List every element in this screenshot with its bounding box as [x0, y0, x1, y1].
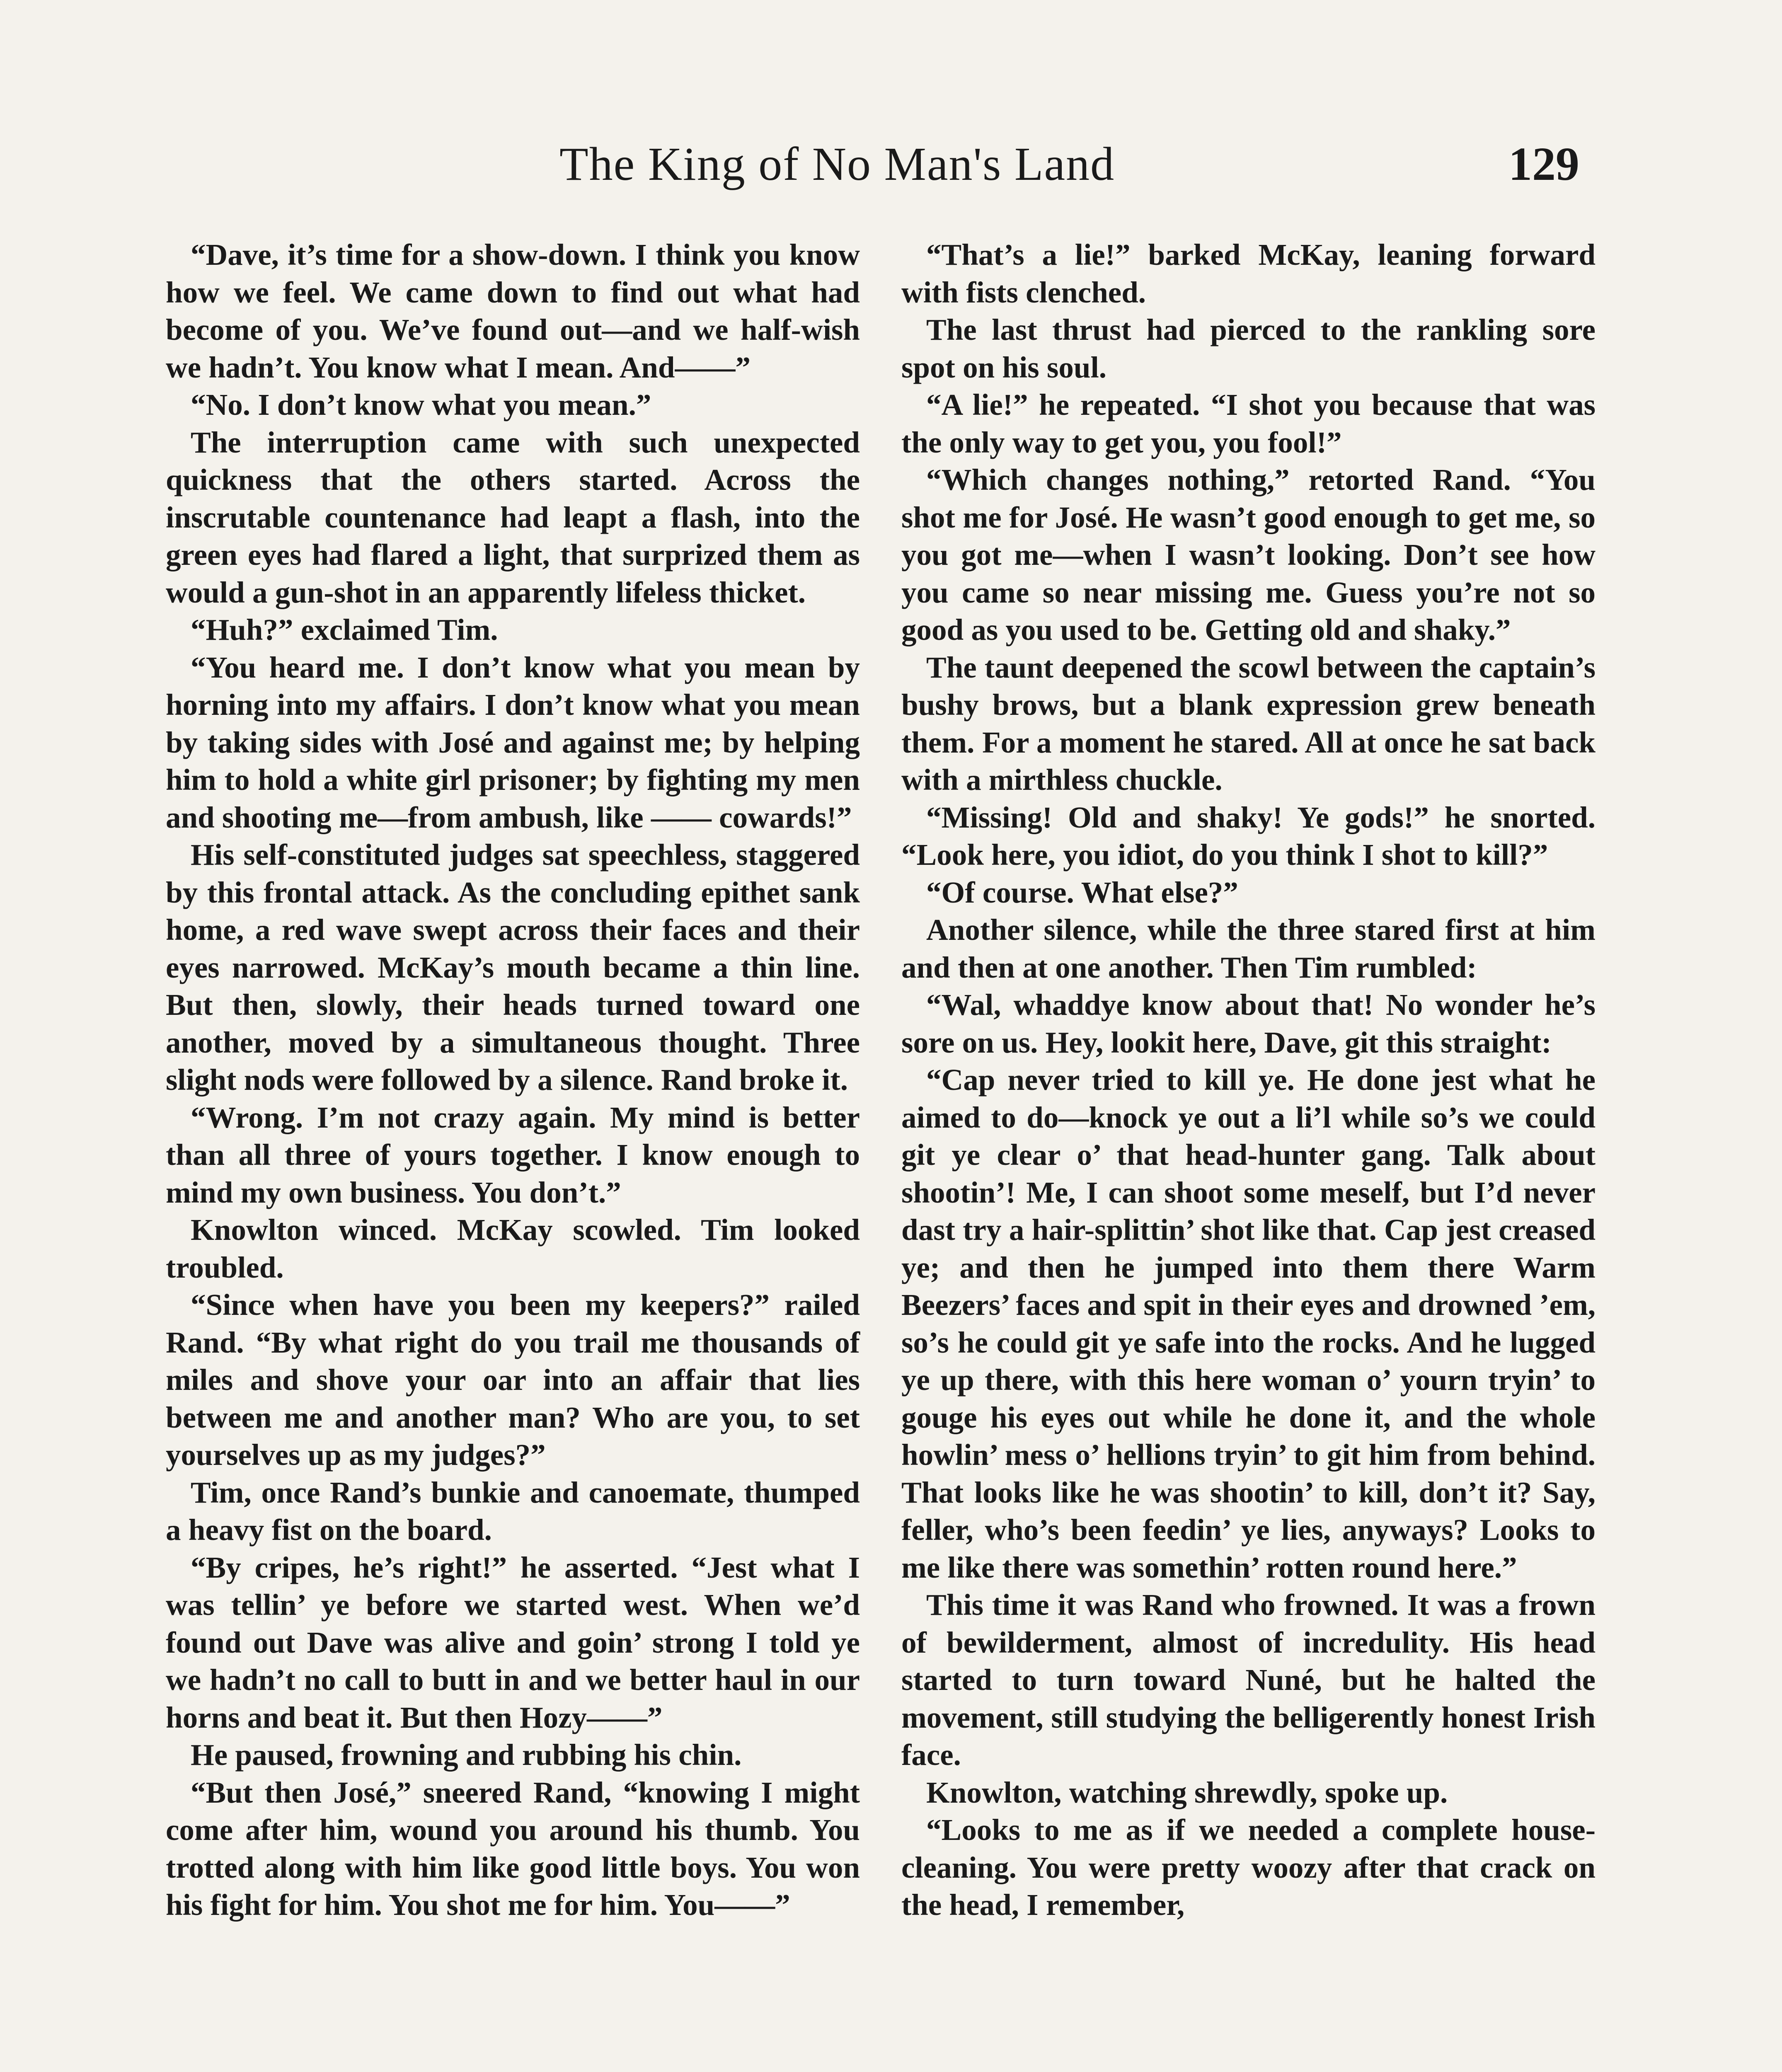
paragraph: “A lie!” he repeated. “I shot you because that was the only way to get you, you fool!”	[901, 388, 1596, 459]
paragraph: This time it was Rand who frowned. It was a frown of bewilderment, almost of incredulity. His head started to turn toward Nuné, but he halted the movement, still studying the belligerently honest Irish face.	[901, 1588, 1596, 1772]
paragraph: “Looks to me as if we needed a complete house-cleaning. You were pretty woozy after that crack on the head, I remember,	[901, 1813, 1596, 1922]
paragraph: The last thrust had pierced to the rankling sore spot on his soul.	[901, 313, 1596, 384]
paragraph: The taunt deepened the scowl between the captain’s bushy brows, but a blank expression grew beneath them. For a moment he stared. All at once he sat back with a mirthless chuckle.	[901, 650, 1596, 796]
paragraph: He paused, frowning and rubbing his chin.	[191, 1738, 742, 1772]
paragraph: Knowlton winced. McKay scowled. Tim looked troubled.	[166, 1213, 860, 1284]
paragraph: “Huh?” exclaimed Tim.	[191, 613, 498, 646]
right-column	[901, 236, 1596, 1924]
paragraph: “Which changes nothing,” retorted Rand. “You shot me for José. He wasn’t good enough to get me, so you got me—when I wasn’t looking. Don’t see how you came so near missing me. Guess you’re not so good as you used to be. Getting old and shaky.”	[901, 463, 1596, 646]
page-number: 129	[1508, 138, 1579, 190]
paragraph: “That’s a lie!” barked McKay, leaning forward with fists clenched.	[901, 238, 1596, 309]
paragraph: His self-constituted judges sat speechless, staggered by this frontal attack. As the concluding epithet sank home, a red wave swept across their faces and their eyes narrowed. McKay’s mouth became a thin line. But then, slowly, their heads turned toward one another, moved by a simultaneous thought. Three slight nods were followed by a silence. Rand broke it.	[166, 838, 860, 1097]
paragraph: “Of course. What else?”	[926, 875, 1238, 909]
paragraph: “Cap never tried to kill ye. He done jest what he aimed to do—knock ye out a li’l while so’s we could git ye clear o’ that head-hunter gang. Talk about shootin’! Me, I can shoot some meself, but I’d never dast try a hair-splittin’ shot like that. Cap jest creased ye; and then he jumped into them there Warm Beezers’ faces and spit in their eyes and drowned ’em, so’s he could git ye safe into the rocks. And he lugged ye up there, with this here woman o’ yourn tryin’ to gouge his eyes out while he done it, and the whole howlin’ mess o’ hellions tryin’ to git him from behind. That looks like he was shootin’ to kill, don’t it? Say, feller, who’s been feedin’ ye lies, anyways? Looks to me like there was somethin’ rotten round here.”	[901, 1063, 1596, 1584]
left-column	[166, 236, 860, 1924]
paragraph: Another silence, while the three stared first at him and then at one another. Then Tim rumbled:	[901, 913, 1596, 984]
paragraph: “Wrong. I’m not crazy again. My mind is better than all three of yours together. I know enough to mind my own business. You don’t.”	[166, 1100, 860, 1209]
paragraph: Tim, once Rand’s bunkie and canoemate, thumped a heavy fist on the board.	[166, 1475, 860, 1547]
paragraph: “No. I don’t know what you mean.”	[191, 388, 651, 421]
paragraph: “Since when have you been my keepers?” railed Rand. “By what right do you trail me thousands of miles and shove your oar into an affair that lies between me and another man? Who are you, to set yourselves up as my judges?”	[166, 1288, 860, 1472]
paragraph: “Wal, whaddye know about that! No wonder he’s sore on us. Hey, lookit here, Dave, git this straight:	[901, 988, 1596, 1059]
paragraph: “You heard me. I don’t know what you mean by horning into my affairs. I don’t know what you mean by taking sides with José and against me; by helping him to hold a white girl prisoner; by fighting my men and shooting me—from ambush, like —— cowards!”	[166, 650, 860, 834]
running-title: The King of No Man's Land	[559, 138, 1115, 190]
paragraph: The interruption came with such unexpected quickness that the others started. Across the inscrutable countenance had leapt a flash, into the green eyes had flared a light, that surprized them as would a gun-shot in an apparently lifeless thicket.	[166, 425, 860, 609]
page-header	[0, 137, 1782, 195]
paragraph: “Dave, it’s time for a show-down. I think you know how we feel. We came down to find out what had become of you. We’ve found out—and we half-wish we hadn’t. You know what I mean. And——”	[166, 238, 860, 384]
paragraph: “But then José,” sneered Rand, “knowing I might come after him, wound you around his thumb. You trotted along with him like good little boys. You won his fight for him. You shot me for him. You——”	[166, 1775, 860, 1922]
paragraph: “Missing! Old and shaky! Ye gods!” he snorted. “Look here, you idiot, do you think I shot to kill?”	[901, 800, 1596, 871]
paragraph: “By cripes, he’s right!” he asserted. “Jest what I was tellin’ ye before we started west. When we’d found out Dave was alive and goin’ strong I told ye we hadn’t no call to butt in and we better haul in our horns and beat it. But then Hozy——”	[166, 1550, 860, 1734]
paragraph: Knowlton, watching shrewdly, spoke up.	[926, 1775, 1448, 1809]
